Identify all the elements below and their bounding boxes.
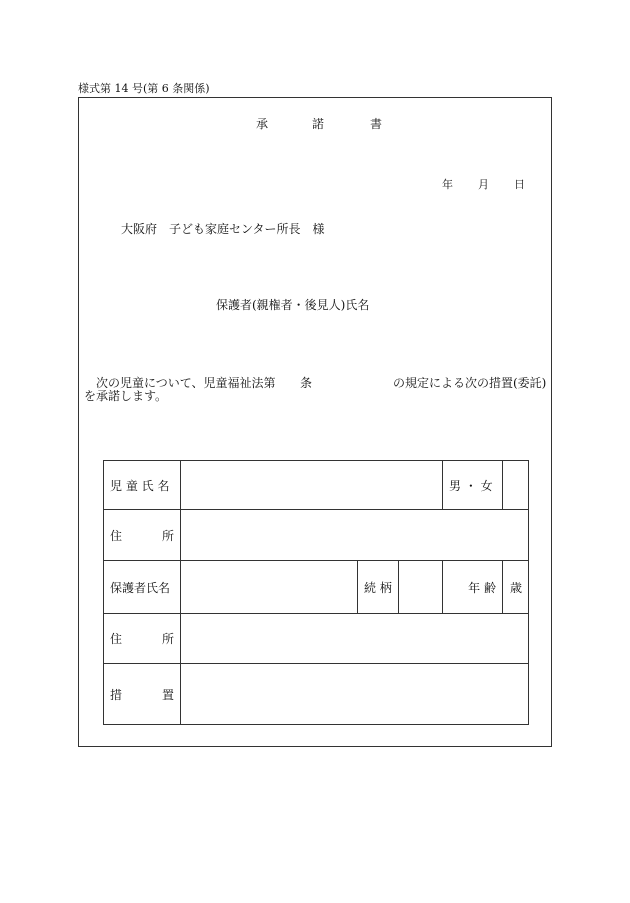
gender-field[interactable] bbox=[503, 461, 529, 510]
guardian-name-field[interactable] bbox=[181, 561, 358, 614]
title-char-3: 書 bbox=[370, 117, 383, 131]
title-char-1: 承 bbox=[256, 117, 269, 131]
guardian-name-label: 保護者氏名 bbox=[104, 561, 181, 614]
age-label: 年 齢 bbox=[443, 561, 503, 614]
relation-field[interactable] bbox=[399, 561, 443, 614]
table-row-child-address bbox=[104, 510, 529, 561]
form-number: 様式第 14 号(第 6 条関係) bbox=[78, 82, 210, 95]
measure-field[interactable] bbox=[181, 664, 529, 725]
relation-label: 続 柄 bbox=[358, 561, 399, 614]
child-address-field[interactable] bbox=[181, 510, 529, 561]
guardian-signature-label: 保護者(親権者・後見人)氏名 bbox=[216, 298, 370, 312]
table-row-guardian-address bbox=[104, 614, 529, 664]
child-address-label: 住 所 bbox=[104, 510, 181, 561]
guardian-address-label: 住 所 bbox=[104, 614, 181, 664]
addressee: 大阪府 子ども家庭センター所長 様 bbox=[121, 222, 325, 236]
consent-text-part1: 次の児童について、児童福祉法第 bbox=[96, 376, 276, 390]
child-name-field[interactable] bbox=[181, 461, 443, 510]
date-month: 月 bbox=[478, 178, 489, 191]
table-row-guardian bbox=[104, 561, 529, 614]
child-name-label: 児 童 氏 名 bbox=[104, 461, 181, 510]
table-row-measure bbox=[104, 664, 529, 725]
guardian-address-field[interactable] bbox=[181, 614, 529, 664]
date-day: 日 bbox=[514, 178, 525, 191]
consent-text-article: 条 bbox=[300, 376, 313, 390]
consent-text-part2: の規定による次の措置(委託) bbox=[393, 376, 547, 390]
consent-text-line2: を承諾します。 bbox=[84, 389, 168, 403]
table-row-child bbox=[104, 461, 529, 510]
title-char-2: 諾 bbox=[312, 117, 325, 131]
gender-label: 男 ・ 女 bbox=[443, 461, 503, 510]
child-info-table bbox=[103, 460, 529, 725]
measure-label: 措 置 bbox=[104, 664, 181, 725]
date-year: 年 bbox=[442, 178, 453, 191]
age-unit: 歳 bbox=[503, 561, 529, 614]
